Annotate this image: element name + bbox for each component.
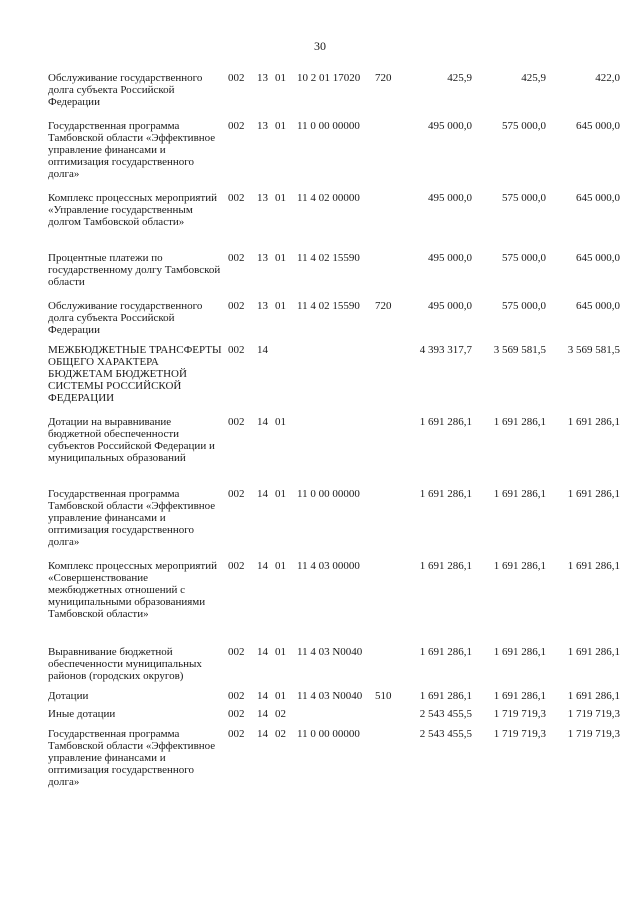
row-target-code: 11 4 03 N0040 (297, 690, 363, 702)
row-target-code: 11 4 03 00000 (297, 560, 360, 572)
row-amount-2: 1 691 286,1 (493, 646, 546, 658)
budget-table (48, 72, 620, 792)
row-adm-code: 002 (228, 120, 245, 132)
row-adm-code: 002 (228, 708, 245, 720)
table-row (48, 560, 620, 646)
row-name: Выравнивание бюджетной обеспеченности муниципальных районов (городских округов) (48, 646, 202, 682)
row-adm-code: 002 (228, 560, 245, 572)
table-row (48, 252, 620, 300)
row-section-code: 13 (257, 72, 268, 84)
row-section-code: 13 (257, 252, 268, 264)
row-amount-2: 1 691 286,1 (493, 488, 546, 500)
row-adm-code: 002 (228, 252, 245, 264)
table-row (48, 72, 620, 120)
row-amount-1: 1 691 286,1 (419, 488, 472, 500)
row-adm-code: 002 (228, 646, 245, 658)
row-amount-2: 575 000,0 (502, 120, 546, 132)
row-amount-2: 1 691 286,1 (493, 690, 546, 702)
row-target-code: 11 0 00 00000 (297, 728, 360, 740)
row-name: МЕЖБЮДЖЕТНЫЕ ТРАНСФЕРТЫ ОБЩЕГО ХАРАКТЕРА БЮДЖЕТАМ БЮДЖЕТНОЙ СИСТЕМЫ РОССИЙСКОЙ ФЕДЕРАЦИИ (48, 344, 222, 404)
row-section-code: 14 (257, 646, 268, 658)
row-amount-3: 1 691 286,1 (567, 690, 620, 702)
table-row (48, 192, 620, 252)
row-amount-3: 1 691 286,1 (567, 560, 620, 572)
row-subsection-code: 02 (275, 728, 286, 740)
row-amount-3: 1 691 286,1 (567, 646, 620, 658)
row-section-code: 13 (257, 120, 268, 132)
row-amount-3: 645 000,0 (576, 300, 620, 312)
row-section-code: 13 (257, 300, 268, 312)
page-number: 30 (314, 39, 326, 53)
table-row (48, 416, 620, 488)
row-amount-2: 3 569 581,5 (493, 344, 546, 356)
row-adm-code: 002 (228, 344, 245, 356)
row-subsection-code: 01 (275, 690, 286, 702)
row-amount-2: 575 000,0 (502, 192, 546, 204)
row-amount-2: 575 000,0 (502, 252, 546, 264)
row-name: Государственная программа Тамбовской области «Эффективное управление финансами и оптимизация государственного долга» (48, 488, 216, 548)
row-amount-1: 1 691 286,1 (419, 690, 472, 702)
row-name: Дотации (48, 690, 89, 702)
row-subsection-code: 01 (275, 120, 286, 132)
row-name: Государственная программа Тамбовской области «Эффективное управление финансами и оптимизация государственного долга» (48, 728, 216, 788)
table-row (48, 646, 620, 690)
row-name: Обслуживание государственного долга субъекта Российской Федерации (48, 72, 203, 108)
row-section-code: 14 (257, 344, 268, 356)
row-amount-1: 4 393 317,7 (419, 344, 472, 356)
row-amount-1: 495 000,0 (428, 120, 472, 132)
row-subsection-code: 01 (275, 488, 286, 500)
row-adm-code: 002 (228, 300, 245, 312)
row-target-code: 11 4 03 N0040 (297, 646, 363, 658)
table-row (48, 344, 620, 416)
row-name: Дотации на выравнивание бюджетной обеспеченности субъектов Российской Федерации и муниципальных образований (48, 416, 215, 464)
row-amount-1: 1 691 286,1 (419, 646, 472, 658)
row-amount-3: 1 719 719,3 (567, 728, 620, 740)
row-subsection-code: 01 (275, 192, 286, 204)
table-row (48, 690, 620, 708)
row-section-code: 14 (257, 416, 268, 428)
row-subsection-code: 01 (275, 646, 286, 658)
row-expense-type: 510 (375, 690, 392, 702)
row-adm-code: 002 (228, 192, 245, 204)
row-name: Комплекс процессных мероприятий «Управление государственным долгом Тамбовской области» (48, 192, 217, 228)
row-amount-1: 2 543 455,5 (419, 728, 472, 740)
row-amount-3: 3 569 581,5 (567, 344, 620, 356)
row-adm-code: 002 (228, 416, 245, 428)
row-subsection-code: 01 (275, 300, 286, 312)
row-adm-code: 002 (228, 72, 245, 84)
row-amount-3: 645 000,0 (576, 192, 620, 204)
row-amount-1: 1 691 286,1 (419, 560, 472, 572)
row-expense-type: 720 (375, 300, 392, 312)
row-amount-2: 1 691 286,1 (493, 416, 546, 428)
row-subsection-code: 01 (275, 560, 286, 572)
row-subsection-code: 01 (275, 416, 286, 428)
table-row (48, 708, 620, 728)
row-name: Иные дотации (48, 708, 116, 720)
row-amount-3: 645 000,0 (576, 252, 620, 264)
row-name: Государственная программа Тамбовской области «Эффективное управление финансами и оптимизация государственного долга» (48, 120, 216, 180)
row-section-code: 14 (257, 690, 268, 702)
table-row (48, 728, 620, 792)
row-amount-1: 1 691 286,1 (419, 416, 472, 428)
row-amount-2: 1 691 286,1 (493, 560, 546, 572)
row-amount-3: 645 000,0 (576, 120, 620, 132)
row-section-code: 14 (257, 708, 268, 720)
row-subsection-code: 01 (275, 252, 286, 264)
row-name: Процентные платежи по государственному долгу Тамбовской области (48, 252, 221, 288)
row-amount-1: 425,9 (447, 72, 472, 84)
row-amount-3: 1 691 286,1 (567, 416, 620, 428)
table-row (48, 120, 620, 192)
row-amount-2: 1 719 719,3 (493, 708, 546, 720)
row-section-code: 14 (257, 488, 268, 500)
row-target-code: 11 4 02 15590 (297, 300, 360, 312)
row-target-code: 11 4 02 00000 (297, 192, 360, 204)
row-adm-code: 002 (228, 690, 245, 702)
row-target-code: 11 0 00 00000 (297, 120, 360, 132)
row-amount-1: 495 000,0 (428, 300, 472, 312)
row-amount-3: 422,0 (595, 72, 620, 84)
row-amount-1: 495 000,0 (428, 192, 472, 204)
row-subsection-code: 01 (275, 72, 286, 84)
row-adm-code: 002 (228, 488, 245, 500)
row-expense-type: 720 (375, 72, 392, 84)
row-name: Комплекс процессных мероприятий «Совершенствование межбюджетных отношений с муниципальными образованиями Тамбовской области» (48, 560, 217, 620)
row-section-code: 14 (257, 728, 268, 740)
row-target-code: 10 2 01 17020 (297, 72, 361, 84)
row-amount-1: 2 543 455,5 (419, 708, 472, 720)
row-amount-1: 495 000,0 (428, 252, 472, 264)
row-target-code: 11 4 02 15590 (297, 252, 360, 264)
row-amount-2: 425,9 (521, 72, 546, 84)
table-row (48, 300, 620, 344)
row-section-code: 14 (257, 560, 268, 572)
row-amount-2: 575 000,0 (502, 300, 546, 312)
row-amount-3: 1 691 286,1 (567, 488, 620, 500)
row-amount-3: 1 719 719,3 (567, 708, 620, 720)
row-subsection-code: 02 (275, 708, 286, 720)
row-name: Обслуживание государственного долга субъекта Российской Федерации (48, 300, 203, 336)
row-section-code: 13 (257, 192, 268, 204)
row-target-code: 11 0 00 00000 (297, 488, 360, 500)
row-amount-2: 1 719 719,3 (493, 728, 546, 740)
row-adm-code: 002 (228, 728, 245, 740)
table-row (48, 488, 620, 560)
